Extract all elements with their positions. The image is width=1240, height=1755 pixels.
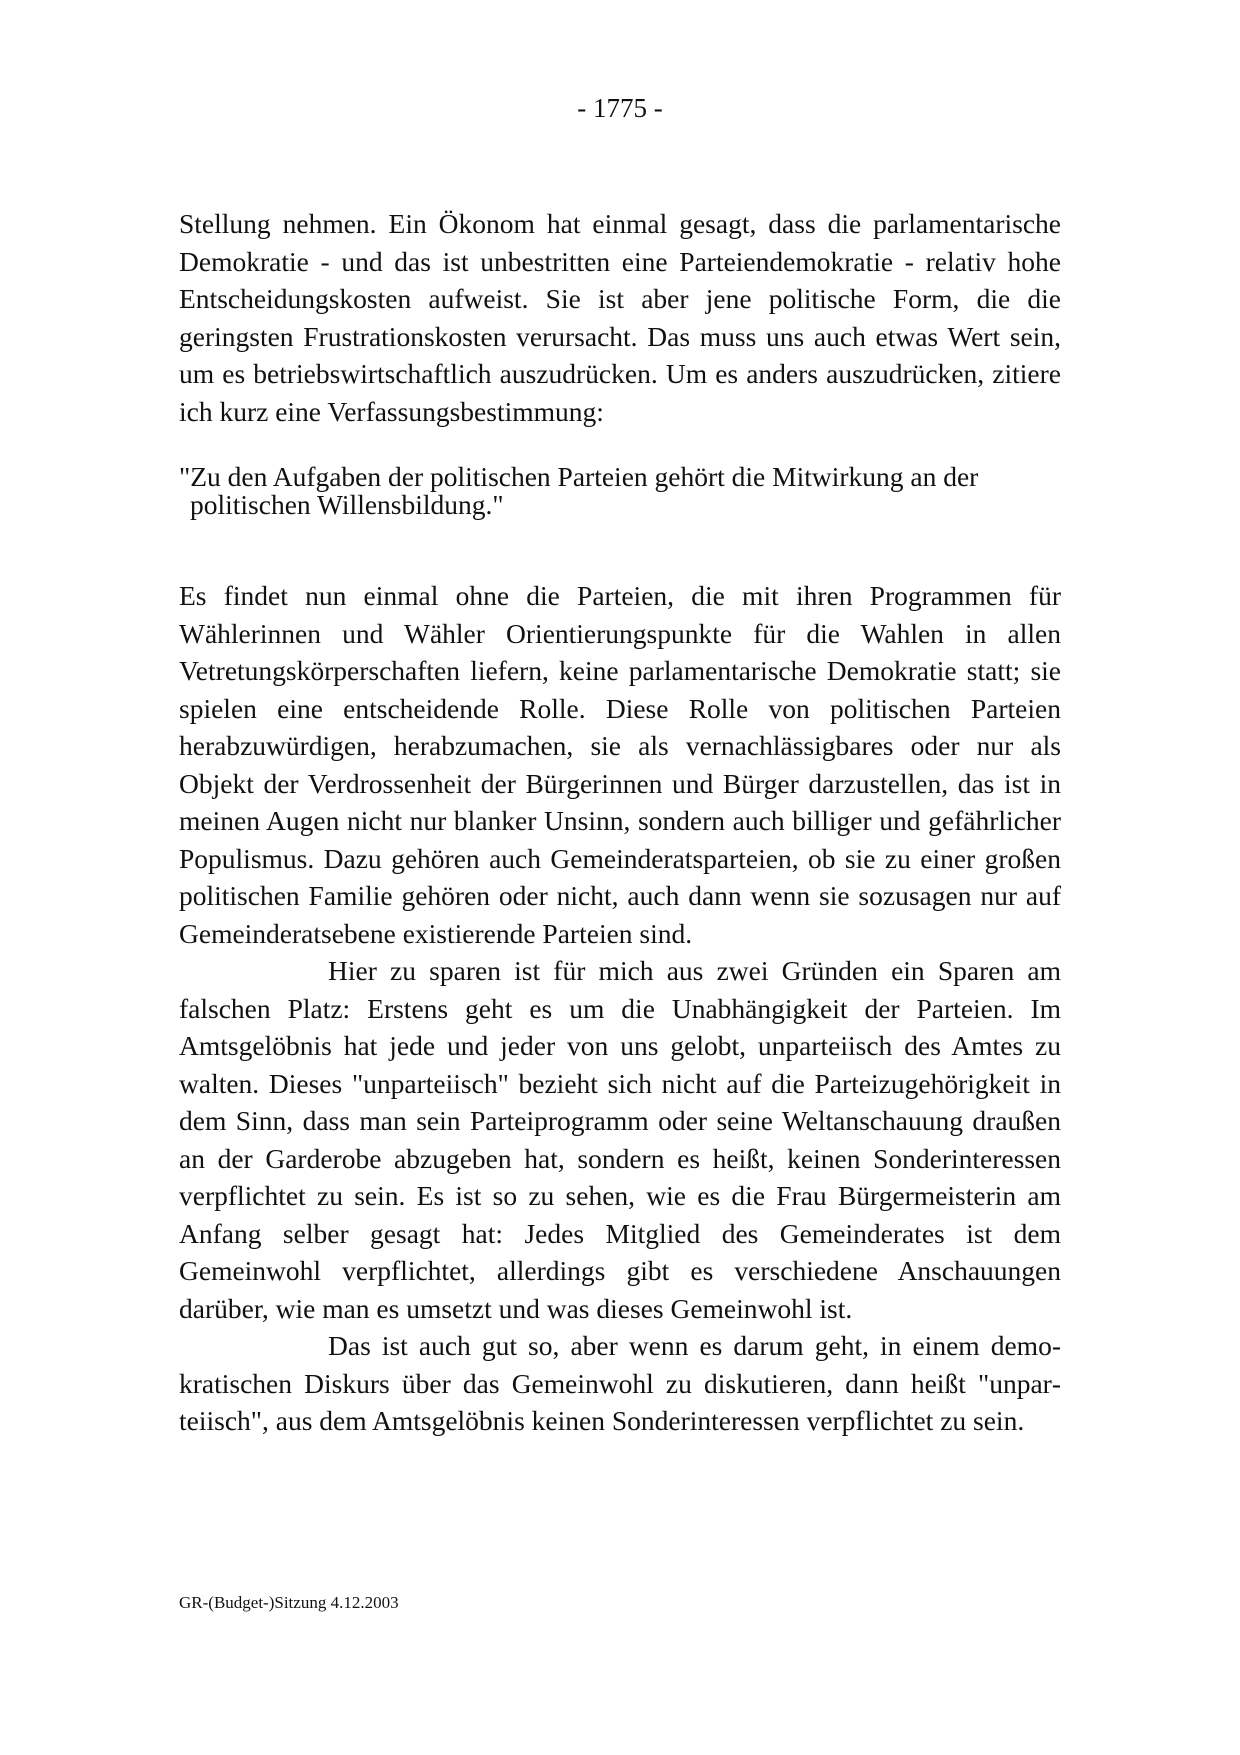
constitution-quote — [179, 463, 1061, 519]
footer-session-label: GR-(Budget-)Sitzung 4.12.2003 — [179, 1593, 399, 1612]
quote-line-2: politischen Willensbildung." — [190, 489, 504, 520]
page-number: - 1775 - — [577, 93, 663, 123]
quote-line-1: "Zu den Aufgaben der politischen Parteien gehört die Mitwirkung an der — [179, 461, 979, 492]
paragraph-1: Stellung nehmen. Ein Ökonom hat einmal gesagt, dass die parlamentarische Demokratie - und das ist unbestritten eine Parteiendemokratie - relativ hohe Entscheidungskosten aufweist. Sie ist aber jene politische Form, die die geringsten Frustrationskosten verursacht. Das muss uns auch etwas Wert sein, um es betriebswirtschaftlich auszudrücken. Um es anders auszudrücken, zitiere ich kurz eine Verfassungsbestimmung: — [179, 208, 1061, 427]
paragraph-3: Hier zu sparen ist für mich aus zwei Gründen ein Sparen am falschen Platz: Erstens geht es um die Unabhängigkeit der Parteien. Im Amtsgelöbnis hat jede und jeder von uns gelobt, unparteiisch des Amtes zu walten. Dieses "unparteiisch" bezieht sich nicht auf die Parteizugehörigkeit in dem Sinn, dass man sein Parteiprogramm oder seine Weltanschauung draußen an der Garderobe abzugeben hat, sondern es heißt, keinen Sonderinteressen verpflichtet zu sein. Es ist so zu sehen, wie es die Frau Bürgermeisterin am Anfang selber gesagt hat: Jedes Mitglied des Gemeinderates ist dem Gemeinwohl verpflichtet, allerdings gibt es verschiedene Anschauungen darüber, wie man es umsetzt und was dieses Gemeinwohl ist. — [179, 955, 1061, 1324]
paragraph-2: Es findet nun einmal ohne die Parteien, die mit ihren Programmen für Wählerinnen und Wähler Orientierungspunkte für die Wahlen in allen Vetretungskörperschaften liefern, keine parlamentarische Demokratie statt; sie spielen eine entscheidende Rolle. Diese Rolle von politischen Parteien herabzuwürdigen, herabzumachen, sie als vernachlässigbares oder nur als Objekt der Verdrossenheit der Bürgerinnen und Bürger darzustellen, das ist in meinen Augen nicht nur blanker Unsinn, sondern auch billiger und gefährlicher Populismus. Dazu gehören auch Gemeinderatsparteien, ob sie zu einer großen politischen Familie gehören oder nicht, auch dann wenn sie sozusagen nur auf Gemeinderatsebene existierende Parteien sind. — [179, 580, 1061, 949]
paragraph-4: Das ist auch gut so, aber wenn es darum geht, in einem demokratischen Diskurs über das Gemeinwohl zu diskutieren, dann heißt "unparteiisch", aus dem Amtsgelöbnis keinen Sonderinteressen verpflichtet zu sein. — [179, 1330, 1061, 1436]
text-block-intro — [179, 205, 1061, 430]
text-block-main — [179, 577, 1061, 1440]
